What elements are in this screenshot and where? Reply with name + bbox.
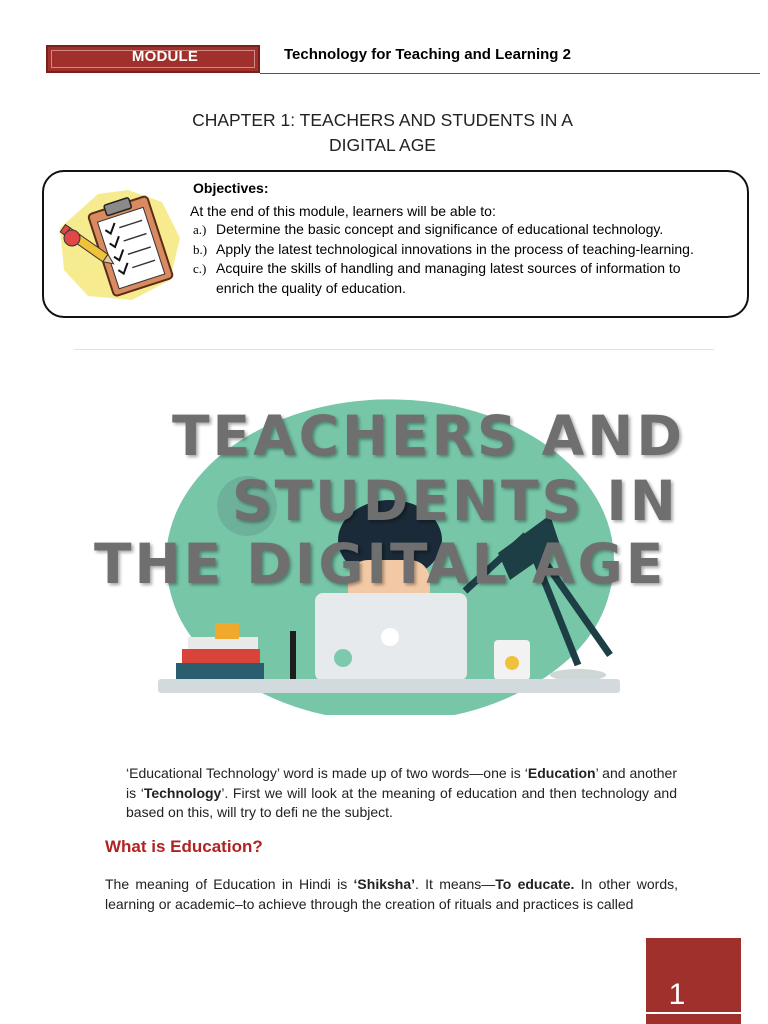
text-run: In other words, learning or academic–to achieve through the creation of rituals and practices is called (105, 876, 678, 912)
digital-age-illustration (90, 395, 700, 715)
objective-marker: a.) (193, 222, 207, 237)
objective-text: Acquire the skills of handling and managing latest sources of information to enrich the quality of education. (216, 260, 681, 296)
bold-term-to-educate: To educate. (495, 876, 575, 892)
objective-item (193, 259, 713, 298)
chapter-title-line1: CHAPTER 1: TEACHERS AND STUDENTS IN A (192, 110, 573, 130)
objective-text: Apply the latest technological innovations in the process of teaching-learning. (216, 240, 694, 257)
header-rule (260, 73, 760, 74)
text-run: . It means— (415, 876, 496, 892)
course-title: Technology for Teaching and Learning 2 (284, 46, 571, 63)
module-banner (46, 45, 260, 73)
bold-term-education: Education (527, 765, 596, 781)
bold-term-shiksha: ‘Shiksha’ (353, 876, 416, 892)
section-divider (74, 349, 714, 350)
page-number: 1 (668, 978, 686, 1011)
illustration-title-line1: TEACHERS AND (172, 404, 685, 468)
text-run: ’ and another is ‘ (126, 765, 677, 801)
objective-marker: c.) (193, 261, 207, 276)
chapter-title (150, 108, 615, 158)
intro-paragraph (126, 764, 677, 823)
objective-text: Determine the basic concept and significance of educational technology. (216, 221, 664, 237)
illustration-title-line2: STUDENTS IN (232, 469, 679, 533)
objectives-list (193, 220, 713, 298)
clipboard-checklist-icon (58, 188, 182, 302)
objective-item (193, 220, 713, 240)
module-label: MODULE (131, 48, 199, 65)
objectives-intro: At the end of this module, learners will be able to: (190, 203, 496, 219)
text-run: ’. First we will look at the meaning of education and then technology and based on this, will try to defi ne the subject. (126, 784, 677, 820)
chapter-title-line2: DIGITAL AGE (329, 135, 436, 155)
education-paragraph (105, 874, 678, 914)
text-run: ‘Educational Technology’ word is made up of two words—one is ‘ (126, 765, 528, 781)
objective-marker: b.) (193, 241, 208, 257)
section-heading: What is Education? (105, 837, 263, 856)
bold-term-technology: Technology (143, 784, 222, 801)
objective-item (193, 240, 713, 260)
illustration-title-line3: THE DIGITAL AGE (94, 532, 667, 596)
text-run: The meaning of Education in Hindi is (105, 876, 354, 892)
page-number-underline (646, 1012, 741, 1014)
objectives-heading: Objectives: (193, 180, 269, 196)
